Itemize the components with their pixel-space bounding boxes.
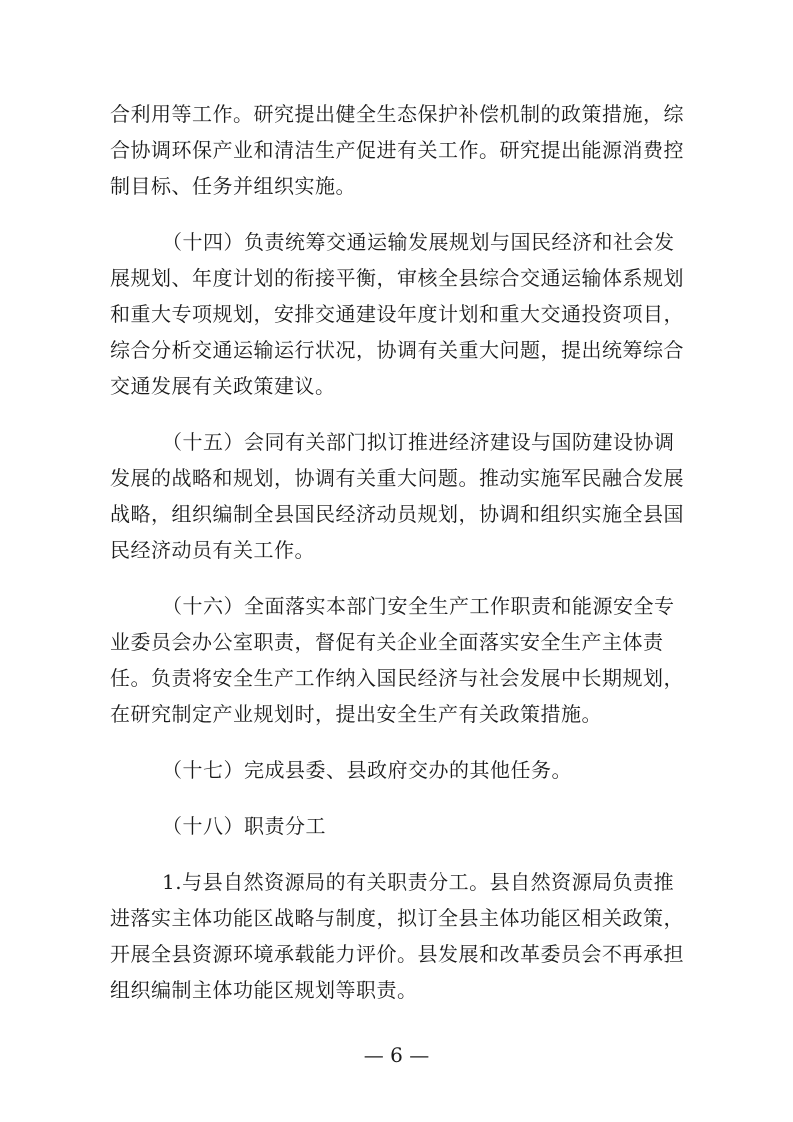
document-body (110, 96, 692, 1028)
paragraph-item-16: （十六）全面落实本部门安全生产工作职责和能源安全专业委员会办公室职责，督促有关企业全面落实安全生产主体责任。负责将安全生产工作纳入国民经济与社会发展中长期规划，在研究制定产业规划时，提出安全生产有关政策措施。 (110, 594, 684, 726)
paragraph-item-18-1: 1.与县自然资源局的有关职责分工。县自然资源局负责推进落实主体功能区战略与制度，拟订全县主体功能区相关政策，开展全县资源环境承载能力评价。县发展和改革委员会不再承担组织编制主体功能区规划等职责。 (110, 870, 684, 1002)
paragraph-item-17: （十七）完成县委、县政府交办的其他任务。 (162, 758, 572, 782)
page-number: — 6 — (363, 1043, 430, 1067)
paragraph-item-18-heading: （十八）职责分工 (162, 814, 326, 838)
paragraph-item-14: （十四）负责统筹交通运输发展规划与国民经济和社会发展规划、年度计划的衔接平衡，审核全县综合交通运输体系规划和重大专项规划，安排交通建设年度计划和重大交通投资项目，综合分析交通运输运行状况，协调有关重大问题，提出统筹综合交通发展有关政策建议。 (110, 230, 684, 398)
paragraph-item-15: （十五）会同有关部门拟订推进经济建设与国防建设协调发展的战略和规划，协调有关重大问题。推动实施军民融合发展战略，组织编制全县国民经济动员规划，协调和组织实施全县国民经济动员有关工作。 (110, 430, 684, 562)
paragraph-continuation: 合利用等工作。研究提出健全生态保护补偿机制的政策措施，综合协调环保产业和清洁生产促进有关工作。研究提出能源消费控制目标、任务并组织实施。 (110, 102, 684, 198)
